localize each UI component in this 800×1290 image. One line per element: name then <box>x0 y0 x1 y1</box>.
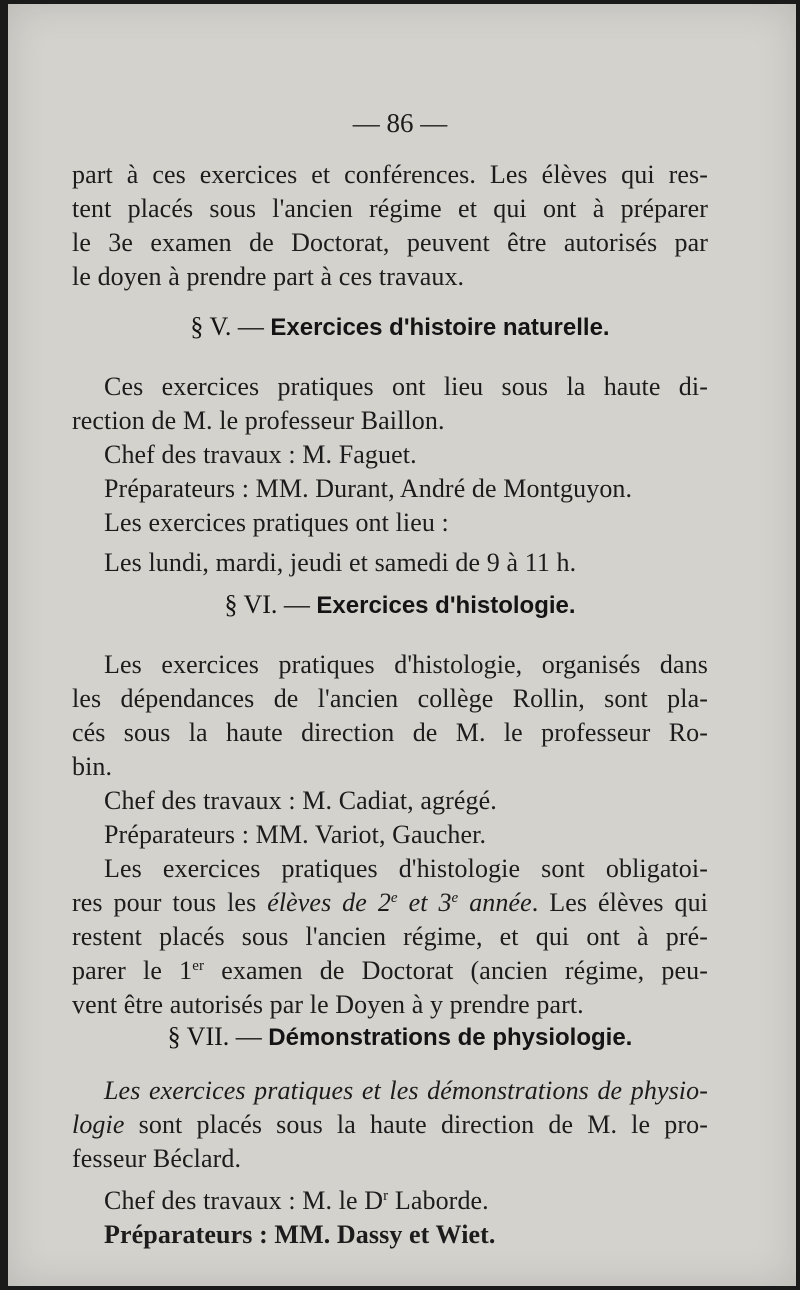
text-line: Préparateurs : MM. Variot, Gaucher. <box>104 820 487 849</box>
text-line: le doyen à prendre part à ces travaux. <box>72 262 465 291</box>
text-run-italic: logie <box>72 1110 125 1139</box>
section-vii-heading <box>0 1022 800 1052</box>
section-number: § VI. — <box>224 590 310 619</box>
section-vi-heading <box>0 590 800 620</box>
text-run: Chef des travaux : M. le D <box>104 1186 384 1215</box>
intro-paragraph <box>72 158 708 294</box>
text-run: et 3 <box>397 888 452 917</box>
text-line: bin. <box>72 752 113 781</box>
text-line: Chef des travaux : M. Cadiat, agrégé. <box>104 786 497 815</box>
text-line: Ces exercices pratiques ont lieu sous la haute di- <box>104 372 708 401</box>
section-vii-body <box>72 1074 708 1252</box>
text-run: année <box>458 888 532 917</box>
text-line <box>72 954 708 988</box>
superscript: e <box>390 890 398 906</box>
text-line <box>72 1074 708 1108</box>
section-number: § V. — <box>190 312 264 341</box>
text-run-italic <box>267 888 532 917</box>
text-line: part à ces exercices et conférences. Les élèves qui res- <box>72 160 708 189</box>
section-title: Démonstrations de physiologie. <box>268 1024 633 1051</box>
text-line <box>72 1184 708 1218</box>
text-line: cés sous la haute direction de M. le professeur Ro- <box>72 718 708 747</box>
text-line: fesseur Béclard. <box>72 1144 242 1173</box>
text-line: restent placés sous l'ancien régime, et qui ont à pré- <box>72 922 708 951</box>
text-run: examen de Doctorat (ancien régime, peu- <box>204 956 708 985</box>
section-title: Exercices d'histoire naturelle. <box>270 314 610 341</box>
text-line: rection de M. le professeur Baillon. <box>72 406 445 435</box>
section-v-body <box>72 370 708 580</box>
text-run: Laborde. <box>388 1186 489 1215</box>
page-number: — 86 — <box>352 108 448 138</box>
section-v-heading <box>0 312 800 342</box>
text-line: vent être autorisés par le Doyen à y prendre part. <box>72 990 584 1019</box>
text-run: res pour tous les <box>72 888 268 917</box>
text-run: parer le 1 <box>72 956 193 985</box>
text-line: Les exercices pratiques ont lieu : <box>104 508 449 537</box>
text-run: . Les élèves qui <box>531 888 709 917</box>
text-line: Les exercices pratiques d'histologie, organisés dans <box>104 650 708 679</box>
superscript: e <box>451 890 459 906</box>
text-line: tent placés sous l'ancien régime et qui ont à préparer <box>72 194 708 223</box>
text-line: Préparateurs : MM. Dassy et Wiet. <box>104 1220 496 1249</box>
section-title: Exercices d'histologie. <box>316 592 576 619</box>
text-line: les dépendances de l'ancien collège Rollin, sont pla- <box>72 684 708 713</box>
superscript: r <box>383 1188 389 1204</box>
text-run: sont placés sous la haute direction de M. le pro- <box>124 1110 708 1139</box>
text-line <box>72 1108 708 1142</box>
text-line: Chef des travaux : M. Faguet. <box>104 440 417 469</box>
superscript: er <box>192 958 205 974</box>
text-line: le 3e examen de Doctorat, peuvent être autorisés par <box>72 228 708 257</box>
text-line: Préparateurs : MM. Durant, André de Montguyon. <box>104 474 633 503</box>
text-run-italic: Les exercices pratiques et les démonstrations de physio- <box>104 1076 708 1105</box>
text-run: élèves de 2 <box>267 888 391 917</box>
section-number: § VII. — <box>167 1022 262 1051</box>
text-line <box>72 886 708 920</box>
section-vi-body <box>72 648 708 1022</box>
text-line: Les exercices pratiques d'histologie sont obligatoi- <box>104 854 708 883</box>
text-line: Les lundi, mardi, jeudi et samedi de 9 à 11 h. <box>104 548 577 577</box>
